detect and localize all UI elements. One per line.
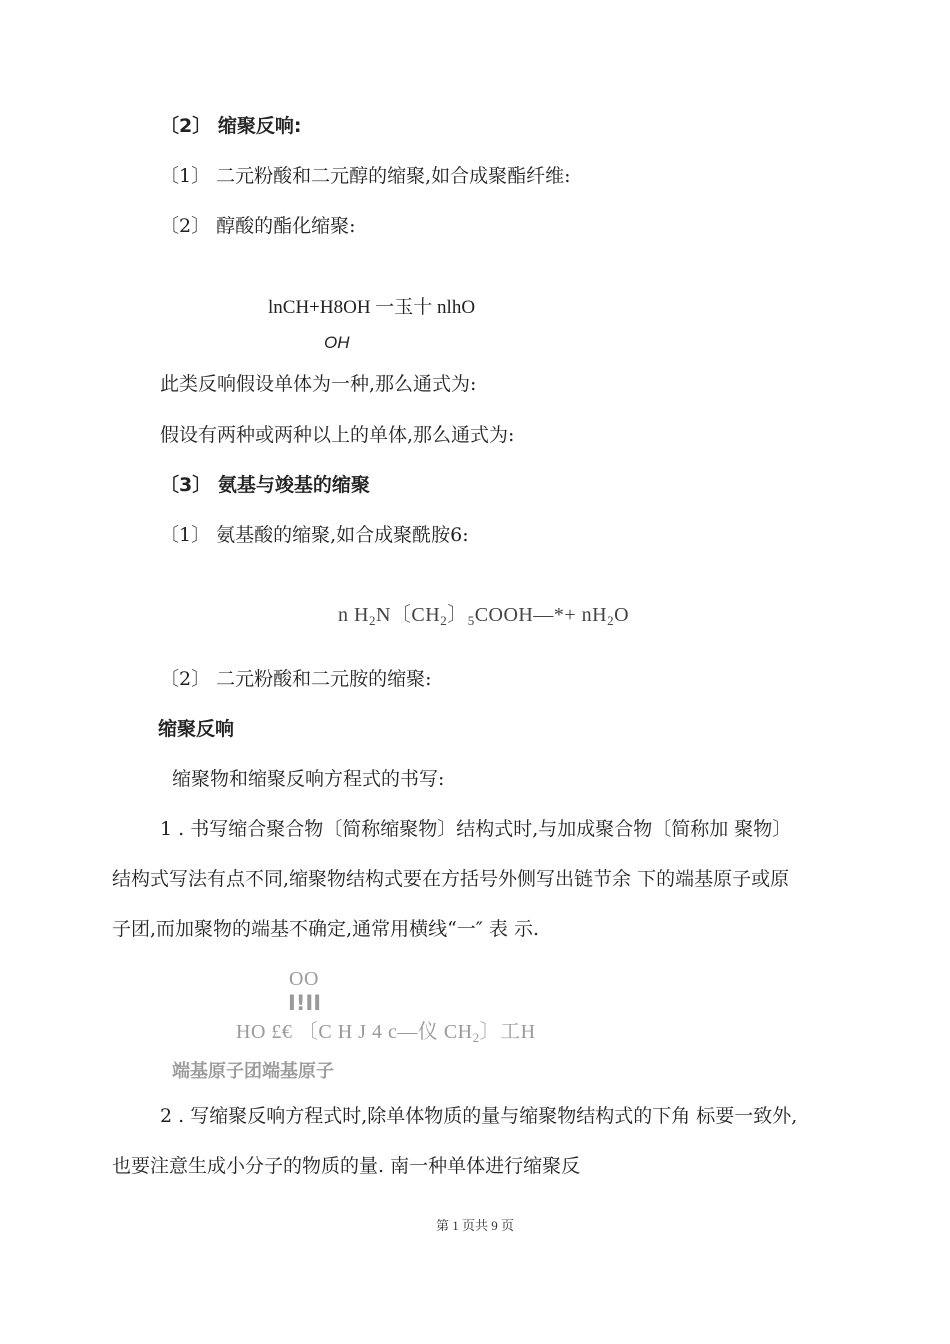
item-hydroxy-acid: 〔2〕 醇酸的酯化缩聚: bbox=[160, 215, 356, 237]
structure-double-bonds: I!II bbox=[288, 991, 322, 1015]
page-number-footer: 第 1 页共 9 页 bbox=[435, 1218, 514, 1233]
para1-line1: 1 . 书写缩合聚合物〔简称缩聚物〕结构式时,与加成聚合物〔简称加 聚物〕 bbox=[160, 818, 792, 840]
item-diacid-diol: 〔1〕 二元粉酸和二元醇的缩聚,如合成聚酯纤维: bbox=[160, 165, 571, 187]
item-diacid-diamine: 〔2〕 二元粉酸和二元胺的缩聚: bbox=[160, 668, 432, 690]
section-heading-condensation-2: 缩聚反响 bbox=[158, 718, 235, 740]
structure-carbonyl-oxygens: OO bbox=[289, 968, 319, 990]
para2-line1: 2 . 写缩聚反响方程式时,除单体物质的量与缩聚物结构式的下角 标要一致外, bbox=[160, 1105, 798, 1127]
text-multi-monomer: 假设有两种或两种以上的单体,那么通式为: bbox=[160, 424, 515, 446]
section-heading-amino-carboxyl: 〔3〕 氨基与竣基的缩聚 bbox=[160, 474, 370, 496]
section-heading-condensation: 〔2〕 缩聚反响: bbox=[160, 115, 302, 137]
formula-hydroxy-acid: lnCH+H8OH 一玉十 nlhO bbox=[268, 297, 476, 318]
formula-hydroxy-group: OH bbox=[324, 333, 350, 352]
formula-nylon6: n $H_2N$〔$CH_2$〕$_5$COOH—*+ $nH_2O$ bbox=[338, 604, 630, 628]
text-single-monomer: 此类反响假设单体为一种,那么通式为: bbox=[160, 373, 477, 395]
para2-line2: 也要注意生成小分子的物质的量. 南一种单体进行缩聚反 bbox=[112, 1155, 581, 1177]
para1-line2: 结构式写法有点不同,缩聚物结构式要在方括号外侧写出链节余 下的端基原子或原 bbox=[112, 868, 790, 890]
item-amino-acid: 〔1〕 氨基酸的缩聚,如合成聚酰胺6: bbox=[160, 524, 469, 546]
structure-polyester: HO £€ 〔C H J 4 c—仪 $CH_2$〕工H bbox=[236, 1021, 536, 1045]
structure-end-group-label: 端基原子团端基原子 bbox=[172, 1061, 334, 1082]
para1-line3: 子团,而加聚物的端基不确定,通常用横线“一″ 表 示. bbox=[112, 918, 540, 940]
text-writing-intro: 缩聚物和缩聚反响方程式的书写: bbox=[172, 768, 445, 790]
